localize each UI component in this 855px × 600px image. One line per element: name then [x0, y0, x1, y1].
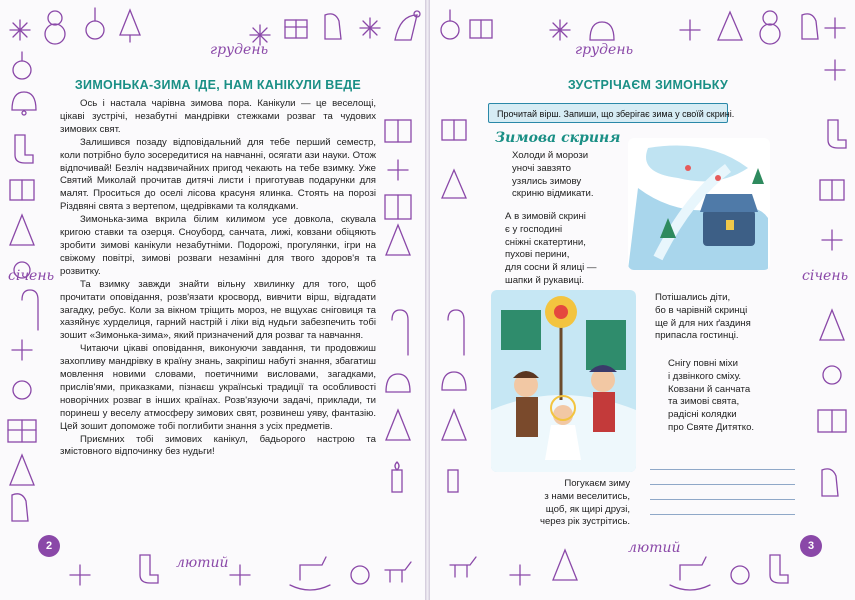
candy-cane-icon: [392, 310, 408, 355]
answer-line[interactable]: [650, 455, 795, 470]
month-label-december: грудень: [575, 42, 634, 58]
answer-line[interactable]: [650, 470, 795, 485]
month-label-january: січень: [8, 268, 55, 284]
snowflake-icon: [230, 565, 250, 585]
mitten-icon: [325, 14, 341, 39]
answer-lines[interactable]: [650, 455, 795, 515]
task-instruction: Прочитай вірш. Запиши, що зберігає зима у своїй скрині.: [488, 103, 728, 123]
gift-icon: [385, 120, 411, 142]
poem-line: з нами веселитись,: [544, 490, 630, 502]
gift-icon: [818, 410, 846, 432]
mitten-icon: [802, 14, 818, 39]
tree-icon: [718, 12, 742, 40]
snowman-icon: [760, 11, 780, 44]
gift-icon: [10, 180, 34, 200]
paragraph: Приємних тобі зимових канікул, бадьорого настрою та змістовного відпочинку без нудьги!: [60, 433, 376, 458]
page-number: 3: [800, 535, 822, 557]
bell-icon: [442, 372, 466, 390]
tree-icon: [442, 410, 466, 440]
snowflake-icon: [825, 18, 845, 38]
carolers-picture: [491, 290, 636, 472]
mitten-icon: [822, 469, 838, 496]
snowflake-icon: [10, 20, 30, 40]
paragraph: Та взимку завжди знайти вільну хвилинку для того, щоб прочитати оповідання, розв'язати кросворд, вивчити вірш, відгадати загадку, ребус. Коли за вікном тріщить мороз, не вщухає сніговиця та хазяйнує хурделиця, гарний настрій і ліки від нудьги забезпечить тобі зошит «Зимонька-зима», який призначений для розваг та навчання.: [60, 278, 376, 342]
ornament-icon: [86, 8, 104, 39]
poem-line: Погукаєм зиму: [564, 478, 630, 489]
bell-icon: [590, 22, 614, 40]
poem-line: скриню відмикати.: [512, 188, 594, 200]
poem-line: щоб, як щирі друзі,: [545, 503, 630, 515]
month-label-december: грудень: [210, 42, 269, 58]
left-page: [0, 0, 425, 600]
poem-line: узялись зимову: [512, 175, 582, 187]
santa-hat-icon: [395, 11, 420, 40]
poem-line: сніжні скатертини,: [505, 236, 586, 248]
gift-icon: [8, 420, 36, 442]
tree-icon: [386, 410, 410, 440]
ornament-icon: [13, 52, 31, 79]
ornament-icon: [823, 366, 841, 384]
intro-text: [60, 98, 376, 459]
snowflake-icon: [388, 160, 408, 180]
page-title: ЗИМОНЬКА-ЗИМА ІДЕ, НАМ КАНІКУЛИ ВЕДЕ: [74, 78, 362, 92]
rocking-horse-icon: [290, 557, 330, 590]
poem-line: шапки й рукавиці.: [505, 274, 584, 286]
tree-icon: [553, 550, 577, 580]
bell-icon: [386, 374, 410, 392]
poem-line: Ковзани й санчата: [668, 383, 751, 395]
reindeer-icon: [450, 557, 476, 577]
stocking-icon: [140, 555, 158, 583]
poem-line: і дзвінкого сміху.: [668, 370, 742, 382]
winter-chest-illustration: [628, 138, 770, 270]
answer-line[interactable]: [650, 485, 795, 500]
snowflake-icon: [70, 565, 90, 585]
poem-line: бо в чарівній скринці: [655, 304, 748, 316]
gift-icon: [820, 180, 844, 200]
month-label-january: січень: [802, 268, 849, 284]
poem-line: є у господині: [505, 223, 563, 235]
poem-line: радісні колядки: [668, 409, 737, 421]
poem-line: для сосни й ялиці —: [505, 262, 597, 274]
answer-line[interactable]: [650, 500, 795, 515]
month-label-february: лютий: [176, 555, 229, 571]
bell-icon: [12, 92, 36, 115]
poem-stanza-5: [510, 478, 630, 529]
paragraph: Читаючи цікаві оповідання, виконуючи завдання, ти продовжиш захопливу мандрівку в країну знань, закріпиш набуті знання, збагатиш мовлення новими словами, поетичними висловами, загадками, прислів'ями, приказками, пізнаєш українські традиції та особливості новорічних розваг в інших країнах. Розв'язуючи задачі, приклади, ти поринеш у веселу атмосферу зимових свят, розвинеш уяву, фантазію. Цей зошит допоможе тобі поглибити знання з усіх предметів.: [60, 343, 376, 432]
ornament-icon: [441, 10, 459, 39]
candle-icon: [448, 470, 458, 492]
ornament-icon: [351, 566, 369, 584]
snowflake-icon: [822, 230, 842, 250]
stocking-icon: [770, 555, 788, 583]
stocking-icon: [15, 135, 33, 163]
gift-icon: [470, 20, 492, 38]
poem-line: ще й для них ґаздиня: [655, 317, 751, 329]
winter-chest-picture: [628, 138, 770, 270]
candle-icon: [392, 462, 402, 492]
tree-icon: [10, 215, 34, 245]
poem-line: Снігу повні міхи: [668, 358, 738, 369]
poem-line: А в зимовій скрині: [505, 211, 586, 222]
snowflake-icon: [550, 20, 570, 40]
tree-icon: [820, 310, 844, 340]
snowflake-icon: [510, 565, 530, 585]
rocking-horse-icon: [670, 557, 710, 590]
page-title: ЗУСТРІЧАЄМ ЗИМОНЬКУ: [567, 78, 729, 92]
tree-icon: [442, 170, 466, 198]
snowflake-icon: [12, 340, 32, 360]
poem-stanza-4: [668, 358, 754, 435]
ornament-icon: [13, 381, 31, 399]
tree-icon: [386, 225, 410, 255]
ornament-icon: [731, 566, 749, 584]
gift-icon: [385, 195, 411, 219]
stocking-icon: [828, 120, 846, 148]
gift-icon: [442, 120, 466, 140]
tree-icon: [120, 10, 140, 42]
poem-line: уночі завзято: [512, 162, 571, 174]
month-label-february: лютий: [628, 540, 681, 556]
candy-cane-icon: [448, 310, 464, 355]
page-number: 2: [38, 535, 60, 557]
poem-title: Зимова скриня: [495, 130, 621, 146]
poem-line: через рік зустрітись.: [539, 516, 630, 528]
poem-stanza-2: [505, 211, 596, 288]
candy-cane-icon: [22, 290, 38, 330]
poem-line: пухові перини,: [505, 249, 570, 261]
poem-line: та зимові свята,: [668, 396, 740, 408]
poem-line: про Святе Дитятко.: [668, 421, 755, 433]
reindeer-icon: [385, 562, 411, 582]
paragraph: Ось і настала чарівна зимова пора. Канікули — це веселощі, цікаві зустрічі, незабутні мандрівки стежками розваг та чудових зимових свят.: [60, 98, 376, 135]
snowflake-icon: [360, 18, 380, 38]
tree-icon: [10, 455, 34, 485]
gift-icon: [285, 20, 307, 38]
mitten-icon: [12, 494, 28, 521]
poem-stanza-1: [512, 150, 594, 201]
paragraph: Залишився позаду відповідальний для тебе перший семестр, коли потрібно було зосередитися на навчанні, осягати ази науки. Отож відпочивай! Безліч надзвичайних пригод чекають на тебе взимку. Уже Святий Миколай прочитав дитячі листи і приготував подарунки для малят. Проситься до оселі лісова красуня ялинка. Стоять на порозі Різдвяні свята з вертепом, щедрівками та колядками.: [60, 136, 376, 213]
poem-line: припасла гостинці.: [655, 330, 739, 342]
carolers-illustration: [491, 290, 636, 472]
poem-stanza-3: [655, 292, 751, 343]
paragraph: Зимонька-зима вкрила білим килимом усе довкола, скувала кригою ставки та озерця. Сноуборд, санчата, лижі, ковзани обіцяють зробити зимові канікули незабутніми. Подорожі, прогулянки, ігри на свіжому повітрі, зимові розваги незамінні для твого здоров'я та розвитку.: [60, 214, 376, 277]
poem-line: Холоди й морози: [512, 150, 589, 161]
poem-line: Потішались діти,: [655, 292, 731, 303]
snowflake-icon: [825, 60, 845, 80]
snowman-icon: [45, 11, 65, 44]
snowflake-icon: [680, 20, 700, 40]
